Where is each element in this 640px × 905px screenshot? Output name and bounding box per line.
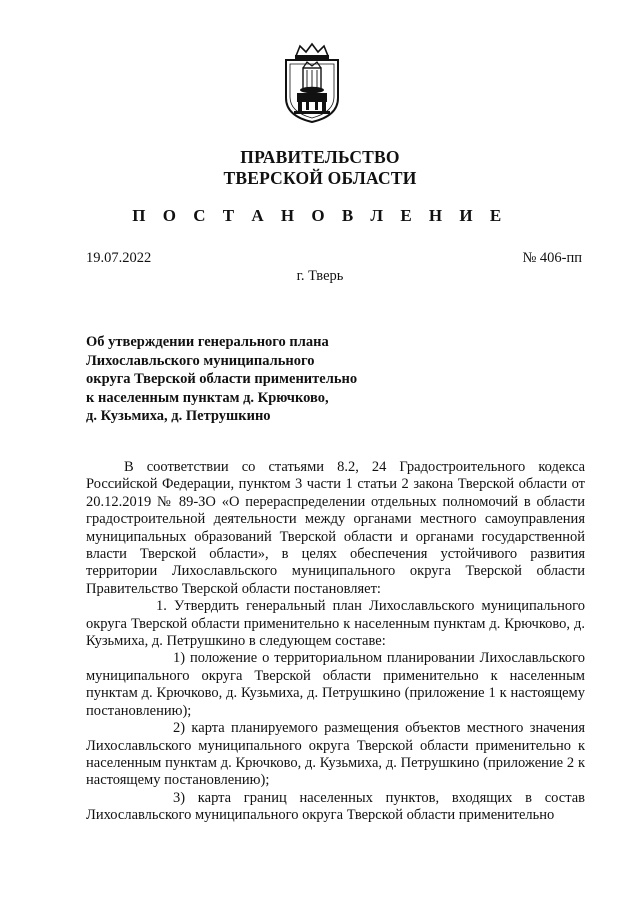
body-paragraph-item-1: 1. Утвердить генеральный план Лихославльского муниципального округа Тверской области применительно к населенным пунктам д. Крючково, д. Кузьмиха, д. Петрушкино в следующем составе: (86, 598, 585, 650)
title-line: д. Кузьмиха, д. Петрушкино (86, 408, 271, 425)
org-name-line2: ТВЕРСКОЙ ОБЛАСТИ (223, 168, 417, 188)
body-paragraph-subitem-2: 2) карта планируемого размещения объектов местного значения Лихославльского муниципального округа Тверской области применительно к населенным пунктам д. Крючково, д. Кузьмиха, д. Петрушкино (приложение 2 к настоящему постановлению); (86, 720, 585, 789)
body-paragraph-subitem-3: 3) карта границ населенных пунктов, входящих в состав Лихославльского муниципального округа Тверской области применительно (86, 789, 585, 824)
title-line: Об утверждении генерального плана (86, 334, 329, 350)
title-line: к населенным пунктам д. Крючково, (86, 389, 329, 406)
document-date: 19.07.2022 (86, 250, 152, 266)
title-line: округа Тверской области применительно (86, 371, 358, 388)
body-paragraph-subitem-1: 1) положение о территориальном планировании Лихославльского муниципального округа Тверской области применительно к населенным пунктам д. Крючково, д. Кузьмиха, д. Петрушкино (приложение 1 к настоящему постановлению); (86, 650, 585, 719)
title-line: Лихославльского муниципального (86, 352, 315, 369)
body-paragraph-preamble: В соответствии со статьями 8.2, 24 Градостроительного кодекса Российской Федерации, пунктом 3 части 1 статьи 2 закона Тверской области от 20.12.2019 № 89-ЗО «О перераспределении отдельных полномочий в области градостроительной деятельности между органами местного самоуправления муниципальных образований Тверской области и органами государственной власти Тверской области», в целях обеспечения устойчивого развития территории Лихославльского муниципального округа Тверской области Правительство Тверской области постановляет: (86, 459, 585, 597)
document-title (86, 333, 357, 426)
org-name-line1: ПРАВИТЕЛЬСТВО (240, 147, 400, 167)
document-type: П О С Т А Н О В Л Е Н И Е (132, 206, 508, 225)
tver-coat-of-arms-icon (276, 42, 348, 124)
document-body (86, 459, 585, 825)
document-city: г. Тверь (296, 268, 344, 284)
document-number: № 406-пп (522, 250, 582, 266)
